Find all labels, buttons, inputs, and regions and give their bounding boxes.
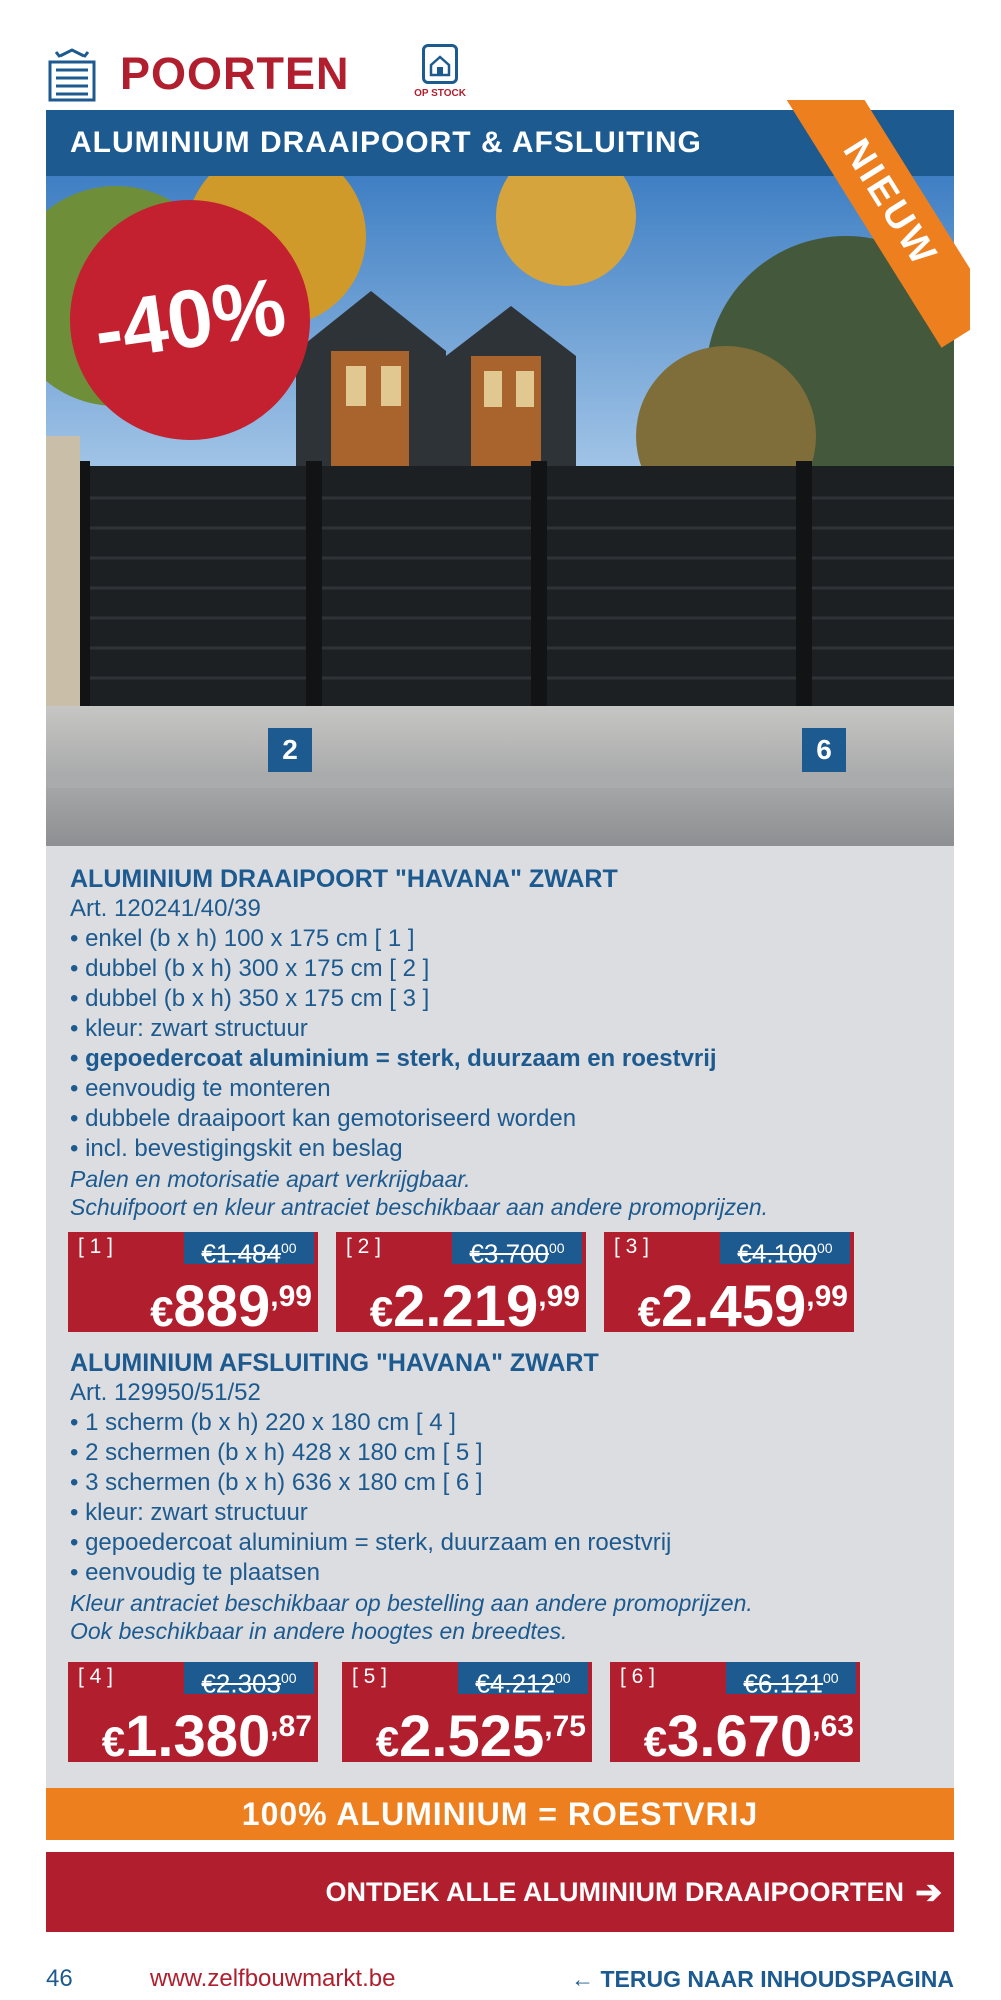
price-tag xyxy=(336,1232,586,1339)
price-index: [ 5 ] xyxy=(352,1665,388,1688)
old-price: €4.100$^{00}$ xyxy=(720,1232,850,1264)
gate-feature: • dubbel (b x h) 300 x 175 cm [ 2 ] xyxy=(70,955,430,982)
page-header xyxy=(46,44,466,104)
price-tag xyxy=(610,1662,860,1769)
price-index: [ 6 ] xyxy=(620,1665,656,1688)
discount-value: -40% xyxy=(88,261,292,378)
discover-gates-label: ONTDEK ALLE ALUMINIUM DRAAIPOORTEN xyxy=(325,1877,904,1907)
gate-feature: • dubbele draaipoort kan gemotoriseerd worden xyxy=(70,1105,577,1132)
price-tag xyxy=(604,1232,854,1339)
gate-feature: • gepoedercoat aluminium = sterk, duurzaam en roestvrij xyxy=(70,1045,717,1072)
new-price: $€889^{,99}$ xyxy=(150,1274,312,1339)
price-index: [ 1 ] xyxy=(78,1235,114,1258)
new-ribbon-label: NIEUW xyxy=(834,131,946,275)
page-footer xyxy=(46,1964,954,1994)
fence-ref-badge: 6 xyxy=(802,728,846,772)
page-number: 46 xyxy=(46,1965,73,1992)
fence-feature: • eenvoudig te plaatsen xyxy=(70,1559,320,1586)
fence-feature: • kleur: zwart structuur xyxy=(70,1499,308,1526)
fence-ref-badge: 2 xyxy=(268,728,312,772)
gate-feature: • incl. bevestigingskit en beslag xyxy=(70,1135,403,1162)
gate-feature: • kleur: zwart structuur xyxy=(70,1015,308,1042)
old-price: €1.484$^{00}$ xyxy=(184,1232,314,1264)
gate-note: Schuifpoort en kleur antraciet beschikbaar aan andere promoprijzen. xyxy=(70,1194,769,1220)
slogan-bar xyxy=(46,1788,954,1840)
section-title: ALUMINIUM DRAAIPOORT & AFSLUITING xyxy=(70,126,702,159)
page-title: POORTEN xyxy=(120,48,350,99)
op-stock-badge xyxy=(408,44,472,104)
fence-feature: • 3 schermen (b x h) 636 x 180 cm [ 6 ] xyxy=(70,1469,483,1496)
fence-note: Ook beschikbaar in andere hoogtes en breedtes. xyxy=(70,1618,568,1644)
gate-note: Palen en motorisatie apart verkrijgbaar. xyxy=(70,1166,471,1192)
new-price: $€1.380^{,87}$ xyxy=(101,1704,312,1769)
old-price: €4.212$^{00}$ xyxy=(458,1662,588,1694)
new-price: $€3.670^{,63}$ xyxy=(643,1704,854,1769)
fence-article-number: Art. 129950/51/52 xyxy=(70,1379,261,1406)
gate-product-title: ALUMINIUM DRAAIPOORT "HAVANA" ZWART xyxy=(70,865,618,893)
fence-feature: • 2 schermen (b x h) 428 x 180 cm [ 5 ] xyxy=(70,1439,483,1466)
discount-badge xyxy=(54,184,325,455)
garage-gate-icon xyxy=(46,48,98,102)
slogan-text: 100% ALUMINIUM = ROESTVRIJ xyxy=(241,1796,759,1832)
website-link[interactable]: www.zelfbouwmarkt.be xyxy=(150,1965,396,1992)
price-tag xyxy=(68,1232,318,1339)
new-ribbon xyxy=(780,100,970,350)
new-price: $€2.459^{,99}$ xyxy=(637,1274,848,1339)
price-index: [ 4 ] xyxy=(78,1665,114,1688)
arrow-right-icon: ➔ xyxy=(915,1874,942,1910)
fence-product-title: ALUMINIUM AFSLUITING "HAVANA" ZWART xyxy=(70,1349,599,1377)
old-price: €2.303$^{00}$ xyxy=(184,1662,314,1694)
price-tag xyxy=(342,1662,592,1769)
fence-feature: • 1 scherm (b x h) 220 x 180 cm [ 4 ] xyxy=(70,1409,456,1436)
price-index: [ 2 ] xyxy=(346,1235,382,1258)
discover-gates-button[interactable] xyxy=(46,1852,954,1932)
product-details-panel xyxy=(46,846,954,1788)
back-to-contents-link[interactable]: ← TERUG NAAR INHOUDSPAGINA xyxy=(571,1966,954,1992)
fence-note: Kleur antraciet beschikbaar op bestelling aan andere promoprijzen. xyxy=(70,1590,753,1616)
price-tag xyxy=(68,1662,318,1769)
new-price: $€2.219^{,99}$ xyxy=(369,1274,580,1339)
op-stock-label: OP STOCK xyxy=(414,88,466,99)
gate-article-number: Art. 120241/40/39 xyxy=(70,895,261,922)
gate-feature: • eenvoudig te monteren xyxy=(70,1075,331,1102)
price-index: [ 3 ] xyxy=(614,1235,650,1258)
house-icon xyxy=(422,44,458,84)
old-price: €6.121$^{00}$ xyxy=(726,1662,856,1694)
fence-feature: • gepoedercoat aluminium = sterk, duurzaam en roestvrij xyxy=(70,1529,672,1556)
new-price: $€2.525^{,75}$ xyxy=(375,1704,586,1769)
gate-feature: • dubbel (b x h) 350 x 175 cm [ 3 ] xyxy=(70,985,430,1012)
old-price: €3.700$^{00}$ xyxy=(452,1232,582,1264)
gate-feature: • enkel (b x h) 100 x 175 cm [ 1 ] xyxy=(70,925,415,952)
